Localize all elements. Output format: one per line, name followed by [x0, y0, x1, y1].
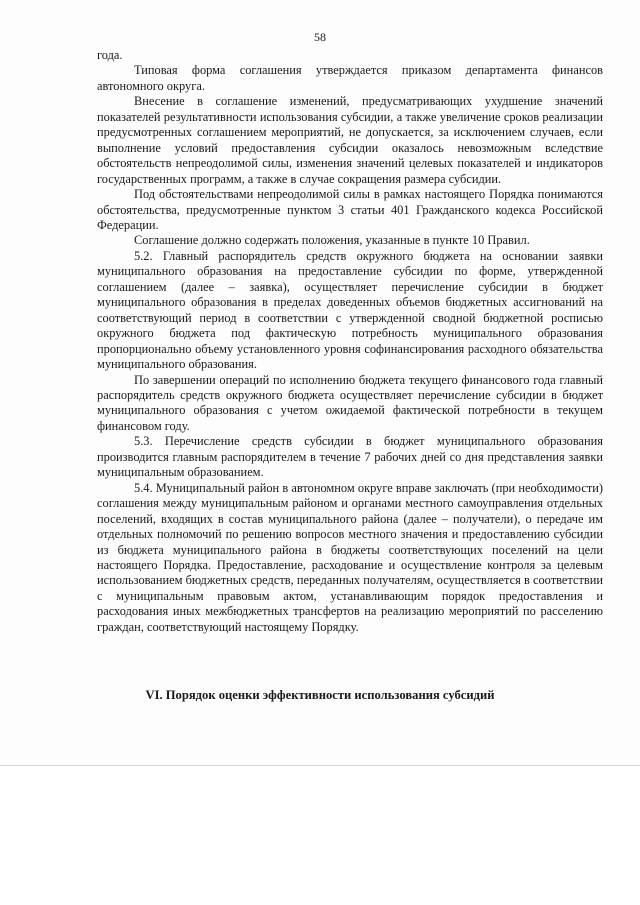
- paragraph: По завершении операций по исполнению бюджета текущего финансового года главный распорядитель средств окружного бюджета осуществляет перечисление субсидии в бюджет муниципального образования с учетом ожидаемой фактической потребности в текущем финансовом году.: [97, 372, 603, 433]
- paragraph: Внесение в соглашение изменений, предусматривающих ухудшение значений показателей результативности использования субсидии, а также увеличение сроков реализации предусмотренных соглашением мероприятий, не допускается, за исключением случаев, если выполнение условий предоставления субсидии оказалось невозможным вследствие обстоятельств непреодолимой силы, изменения значений целевых показателей и индикаторов государственных программ, а также в случае сокращения размера субсидии.: [97, 94, 603, 186]
- paragraph-continuation: года.: [97, 48, 123, 62]
- page-number: 58: [314, 30, 326, 44]
- paragraph: Соглашение должно содержать положения, указанные в пункте 10 Правил.: [134, 233, 530, 248]
- paragraph: Под обстоятельствами непреодолимой силы в рамках настоящего Порядка понимаются обстоятельства, предусмотренные пунктом 3 статьи 401 Гражданского кодекса Российской Федерации.: [97, 187, 603, 232]
- body-text: [97, 48, 603, 635]
- paragraph: Типовая форма соглашения утверждается приказом департамента финансов автономного округа.: [97, 63, 603, 93]
- paragraph-5-4: 5.4. Муниципальный район в автономном округе вправе заключать (при необходимости) соглашения между муниципальным районом и органами местного самоуправления отдельных поселений, входящих в состав муниципального района (далее – получатели), о передаче им отдельных полномочий по решению вопросов местного значения и предоставлению субсидии из бюджета муниципального района в бюджеты соответствующих поселений на цели настоящего Порядка. Предоставление, расходование и осуществление контроля за целевым использованием бюджетных средств, переданных получателям, осуществляется в соответствии с муниципальным правовым актом, устанавливающим порядок предоставления и расходования иных межбюджетных трансфертов на реализацию мероприятий по расселению граждан, соответствующий настоящему Порядку.: [97, 480, 603, 634]
- paragraph-5-3: 5.3. Перечисление средств субсидии в бюджет муниципального образования производится главным распорядителем в течение 7 рабочих дней со дня представления заявки муниципальным образованием.: [97, 434, 603, 480]
- paragraph-5-2: 5.2. Главный распорядитель средств окружного бюджета на основании заявки муниципального образования на предоставление субсидии по форме, утвержденной соглашением (далее – заявка), осуществляет перечисление субсидии в бюджет муниципального образования в пределах доведенных объемов бюджетных ассигнований на соответствующий период в соответствии с утвержденной сводной бюджетной росписью окружного бюджета под фактическую потребность муниципального образования пропорционально объему установленного уровня софинансирования расходного обязательства муниципального образования.: [97, 248, 603, 372]
- section-heading: VI. Порядок оценки эффективности использования субсидий: [145, 688, 495, 702]
